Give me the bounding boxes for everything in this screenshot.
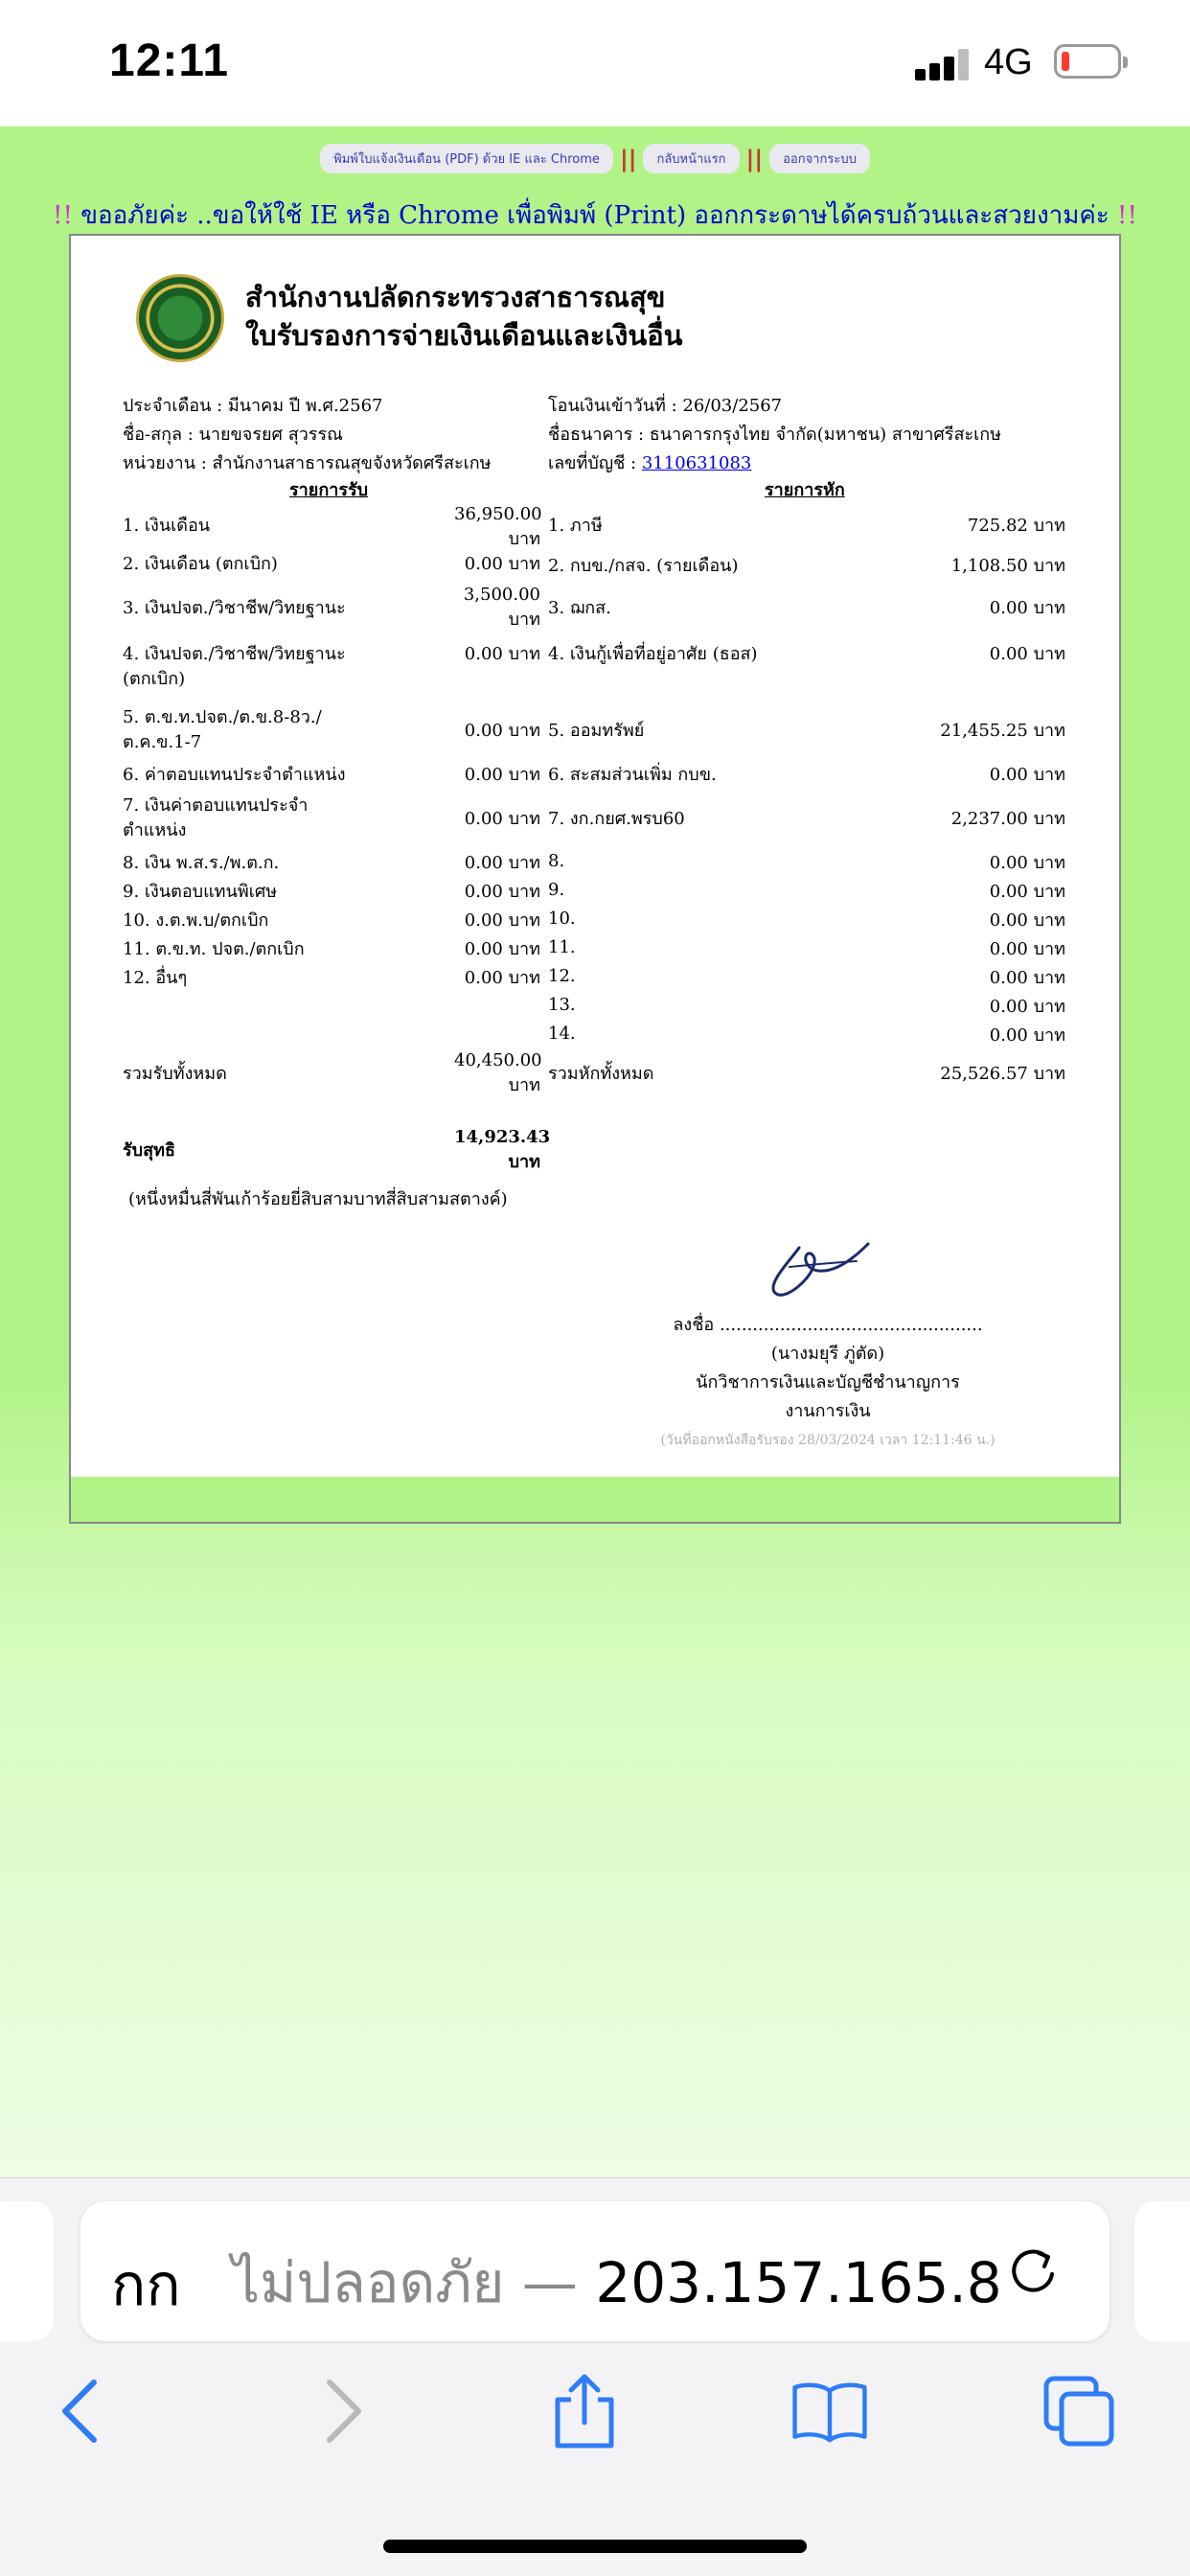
certificate-paper <box>71 236 1119 1477</box>
income-label: 7. เงินค่าตอบแทนประจำ ตำแหน่ง <box>123 795 309 840</box>
deduct-amount: 0.00 บาท <box>989 910 1065 931</box>
account-number-link[interactable]: 3110631083 <box>641 453 752 473</box>
income-label: 11. ต.ข.ท. ปจต./ตกเบิก <box>123 939 305 959</box>
deduct-row <box>548 907 1065 935</box>
deduct-label: 13. <box>548 995 576 1015</box>
deduct-row <box>548 878 1065 907</box>
address-bar-area <box>0 2177 1190 2345</box>
signer-position: นักวิชาการเงินและบัญชีชำนาญการ <box>696 1372 960 1392</box>
signal-icon <box>915 48 973 80</box>
deduct-amount: 0.00 บาท <box>989 765 1065 785</box>
income-amount: 36,950.00 บาท <box>454 504 542 549</box>
income-label: 12. อื่นๆ <box>123 968 188 988</box>
income-row <box>123 583 540 632</box>
income-label: 5. ต.ข.ท.ปจต./ต.ข.8-8ว./ ต.ค.ข.1-7 <box>123 707 322 752</box>
signature-image-icon <box>761 1234 876 1301</box>
net-row <box>123 1125 551 1177</box>
issued-datetime: (วันที่ออกหนังสือรับรอง 28/03/2024 เวลา 12:11:46 น.) <box>660 1433 995 1448</box>
income-label: 10. ง.ต.พ.บ/ตกเบิก <box>123 910 269 931</box>
total-income-label: รวมรับทั้งหมด <box>123 1064 227 1084</box>
income-amount: 0.00 บาท <box>464 910 540 931</box>
home-indicator[interactable] <box>383 2540 807 2553</box>
deduct-label: 12. <box>548 966 576 986</box>
income-label: 4. เงินปจต./วิชาชีพ/วิทยฐานะ (ตกเบิก) <box>123 644 346 689</box>
income-amount: 3,500.00 บาท <box>463 585 540 630</box>
signer-dept: งานการเงิน <box>785 1401 871 1421</box>
income-header: รายการรับ <box>289 480 369 500</box>
net-label: รับสุทธิ <box>123 1140 175 1161</box>
notice-mark: !! <box>53 201 73 230</box>
net-words: (หนึ่งหมื่นสี่พันเก้าร้อยยี่สิบสามบาทสี่สิบสามสตางค์) <box>128 1189 508 1209</box>
previous-tab-preview[interactable] <box>0 2201 54 2341</box>
income-row <box>123 552 540 581</box>
total-income-amount: 40,450.00 บาท <box>454 1050 542 1095</box>
insecure-label: ไม่ปลอดภัย — <box>232 2250 578 2315</box>
deduct-label: 8. <box>548 851 565 871</box>
income-label: 8. เงิน พ.ส.ร./พ.ต.ก. <box>123 853 280 873</box>
income-row <box>123 642 540 692</box>
deduct-amount: 0.00 บาท <box>989 598 1065 618</box>
bookmarks-icon[interactable] <box>791 2373 868 2450</box>
income-amount: 0.00 บาท <box>464 644 540 664</box>
deduct-amount: 2,237.00 บาท <box>950 809 1065 829</box>
income-row <box>123 966 540 995</box>
total-income-row <box>123 1048 540 1100</box>
transfer-date: โอนเงินเข้าวันที่ : 26/03/2567 <box>548 396 783 416</box>
net-amount: 14,923.43 บาท <box>454 1127 551 1172</box>
income-amount: 0.00 บาท <box>464 882 540 902</box>
deduct-label: 1. ภาษี <box>548 516 603 536</box>
deduct-row <box>548 935 1065 964</box>
deduct-row <box>548 964 1065 993</box>
deduct-row <box>548 807 1065 836</box>
income-row <box>123 502 540 550</box>
address-bar[interactable] <box>80 2201 1110 2341</box>
home-button[interactable]: กลับหน้าแรก <box>643 144 739 173</box>
income-amount: 0.00 บาท <box>464 809 540 829</box>
income-amount: 0.00 บาท <box>464 939 540 959</box>
deduct-label: 14. <box>548 1024 576 1044</box>
next-tab-preview[interactable] <box>1134 2201 1190 2341</box>
account-label: เลขที่บัญชี : <box>548 453 637 473</box>
income-label: 1. เงินเดือน <box>123 516 211 536</box>
deduct-label: 4. เงินกู้เพื่อที่อยู่อาศัย (ธอส) <box>548 644 758 664</box>
notice-mark: !! <box>1117 201 1137 230</box>
deduct-label: 5. ออมทรัพย์ <box>548 721 645 741</box>
deduct-row <box>548 554 1065 583</box>
account <box>548 448 751 476</box>
deduct-amount: 0.00 บาท <box>989 968 1065 988</box>
deduct-amount: 0.00 บาท <box>989 939 1065 959</box>
income-amount: 0.00 บาท <box>464 853 540 873</box>
back-icon[interactable] <box>44 2373 121 2450</box>
income-row <box>123 763 540 792</box>
page-settings-button[interactable]: กก <box>111 2252 181 2319</box>
deduct-amount: 725.82 บาท <box>967 516 1065 536</box>
bank-name: ชื่อธนาคาร : ธนาคารกรุงไทย จำกัด(มหาชน) สาขาศรีสะเกษ <box>548 425 1002 445</box>
deduct-label: 9. <box>548 880 565 900</box>
deduct-amount: 0.00 บาท <box>989 644 1065 664</box>
url-text[interactable] <box>232 2238 1002 2327</box>
url-host: 203.157.165.8 <box>595 2250 1002 2315</box>
certificate-header <box>245 278 682 355</box>
income-row <box>123 705 540 755</box>
deduct-header: รายการหัก <box>765 480 845 500</box>
income-amount: 0.00 บาท <box>464 968 540 988</box>
sign-line: ลงชื่อ ................................................ <box>673 1315 983 1335</box>
income-row <box>123 908 540 937</box>
month: ประจำเดือน : มีนาคม ปี พ.ศ.2567 <box>123 396 383 416</box>
notice-text: ขออภัยค่ะ ..ขอให้ใช้ IE หรือ Chrome เพื่อพิมพ์ (Print) ออกกระดาษได้ครบถ้วนและสวยงามค่ะ <box>80 201 1110 230</box>
employee-name: ชื่อ-สกุล : นายขจรยศ สุวรรณ <box>123 425 343 445</box>
income-amount: 0.00 บาท <box>464 721 540 741</box>
share-icon[interactable] <box>546 2373 623 2450</box>
income-label: 2. เงินเดือน (ตกเบิก) <box>123 554 278 574</box>
salary-certificate <box>69 234 1121 1524</box>
browser-notice <box>0 196 1190 235</box>
deduct-row <box>548 719 1065 748</box>
deduct-row <box>548 596 1065 625</box>
ministry-seal-icon <box>136 274 224 362</box>
deduct-amount: 0.00 บาท <box>989 853 1065 873</box>
deduct-row <box>548 1022 1065 1050</box>
reload-icon[interactable] <box>1004 2243 1062 2301</box>
status-bar <box>0 0 1190 126</box>
income-row <box>123 794 540 843</box>
org-name: สำนักงานปลัดกระทรวงสาธารณสุข <box>245 281 666 313</box>
total-deduct-amount: 25,526.57 บาท <box>940 1064 1065 1084</box>
deduct-row <box>548 514 1065 542</box>
forward-icon[interactable] <box>303 2373 379 2450</box>
deduct-amount: 21,455.25 บาท <box>940 721 1065 741</box>
total-deduct-label: รวมหักทั้งหมด <box>548 1064 654 1084</box>
deduct-row <box>548 993 1065 1022</box>
network-type: 4G <box>984 42 1033 82</box>
battery-icon <box>1054 44 1121 79</box>
deduct-amount: 1,108.50 บาท <box>950 556 1065 576</box>
total-deduct-row <box>548 1062 1065 1091</box>
doc-title: ใบรับรองการจ่ายเงินเดือนและเงินอื่น <box>245 319 683 352</box>
deduct-label: 3. ฌกส. <box>548 598 611 618</box>
logout-button[interactable]: ออกจากระบบ <box>769 144 870 173</box>
income-amount: 0.00 บาท <box>464 554 540 574</box>
deduct-row <box>548 849 1065 878</box>
deduct-label: 11. <box>548 937 576 957</box>
print-pdf-button[interactable]: พิมพ์ใบแจ้งเงินเดือน (PDF) ด้วย IE และ Chrome <box>320 144 613 173</box>
income-row <box>123 880 540 908</box>
deduct-amount: 0.00 บาท <box>989 1025 1065 1046</box>
tabs-icon[interactable] <box>1041 2373 1117 2450</box>
deduct-amount: 0.00 บาท <box>989 882 1065 902</box>
signer-name: (นางมยุรี ภู่ตัด) <box>770 1344 885 1364</box>
deduct-row <box>548 763 1065 792</box>
deduct-amount: 0.00 บาท <box>989 997 1065 1017</box>
deduct-label: 2. กบข./กสจ. (รายเดือน) <box>548 556 739 576</box>
income-label: 6. ค่าตอบแทนประจำตำแหน่ง <box>123 765 346 785</box>
deduct-row <box>548 642 1065 671</box>
income-row <box>123 937 540 966</box>
top-nav <box>0 144 1190 173</box>
income-label: 3. เงินปจต./วิชาชีพ/วิทยฐานะ <box>123 598 346 618</box>
web-content <box>0 126 1190 2177</box>
deduct-label: 6. สะสมส่วนเพิ่ม กบข. <box>548 765 717 785</box>
unit: หน่วยงาน : สำนักงานสาธารณสุขจังหวัดศรีสะเกษ <box>123 453 492 473</box>
deduct-label: 7. งก.กยศ.พรบ60 <box>548 809 685 829</box>
income-row <box>123 851 540 880</box>
nav-separator: || <box>619 145 637 172</box>
income-label: 9. เงินตอบแทนพิเศษ <box>123 882 278 902</box>
status-time: 12:11 <box>109 35 230 86</box>
deduct-label: 10. <box>548 908 576 929</box>
nav-separator: || <box>745 145 764 172</box>
signature-block <box>607 1311 1048 1455</box>
income-amount: 0.00 บาท <box>464 765 540 785</box>
